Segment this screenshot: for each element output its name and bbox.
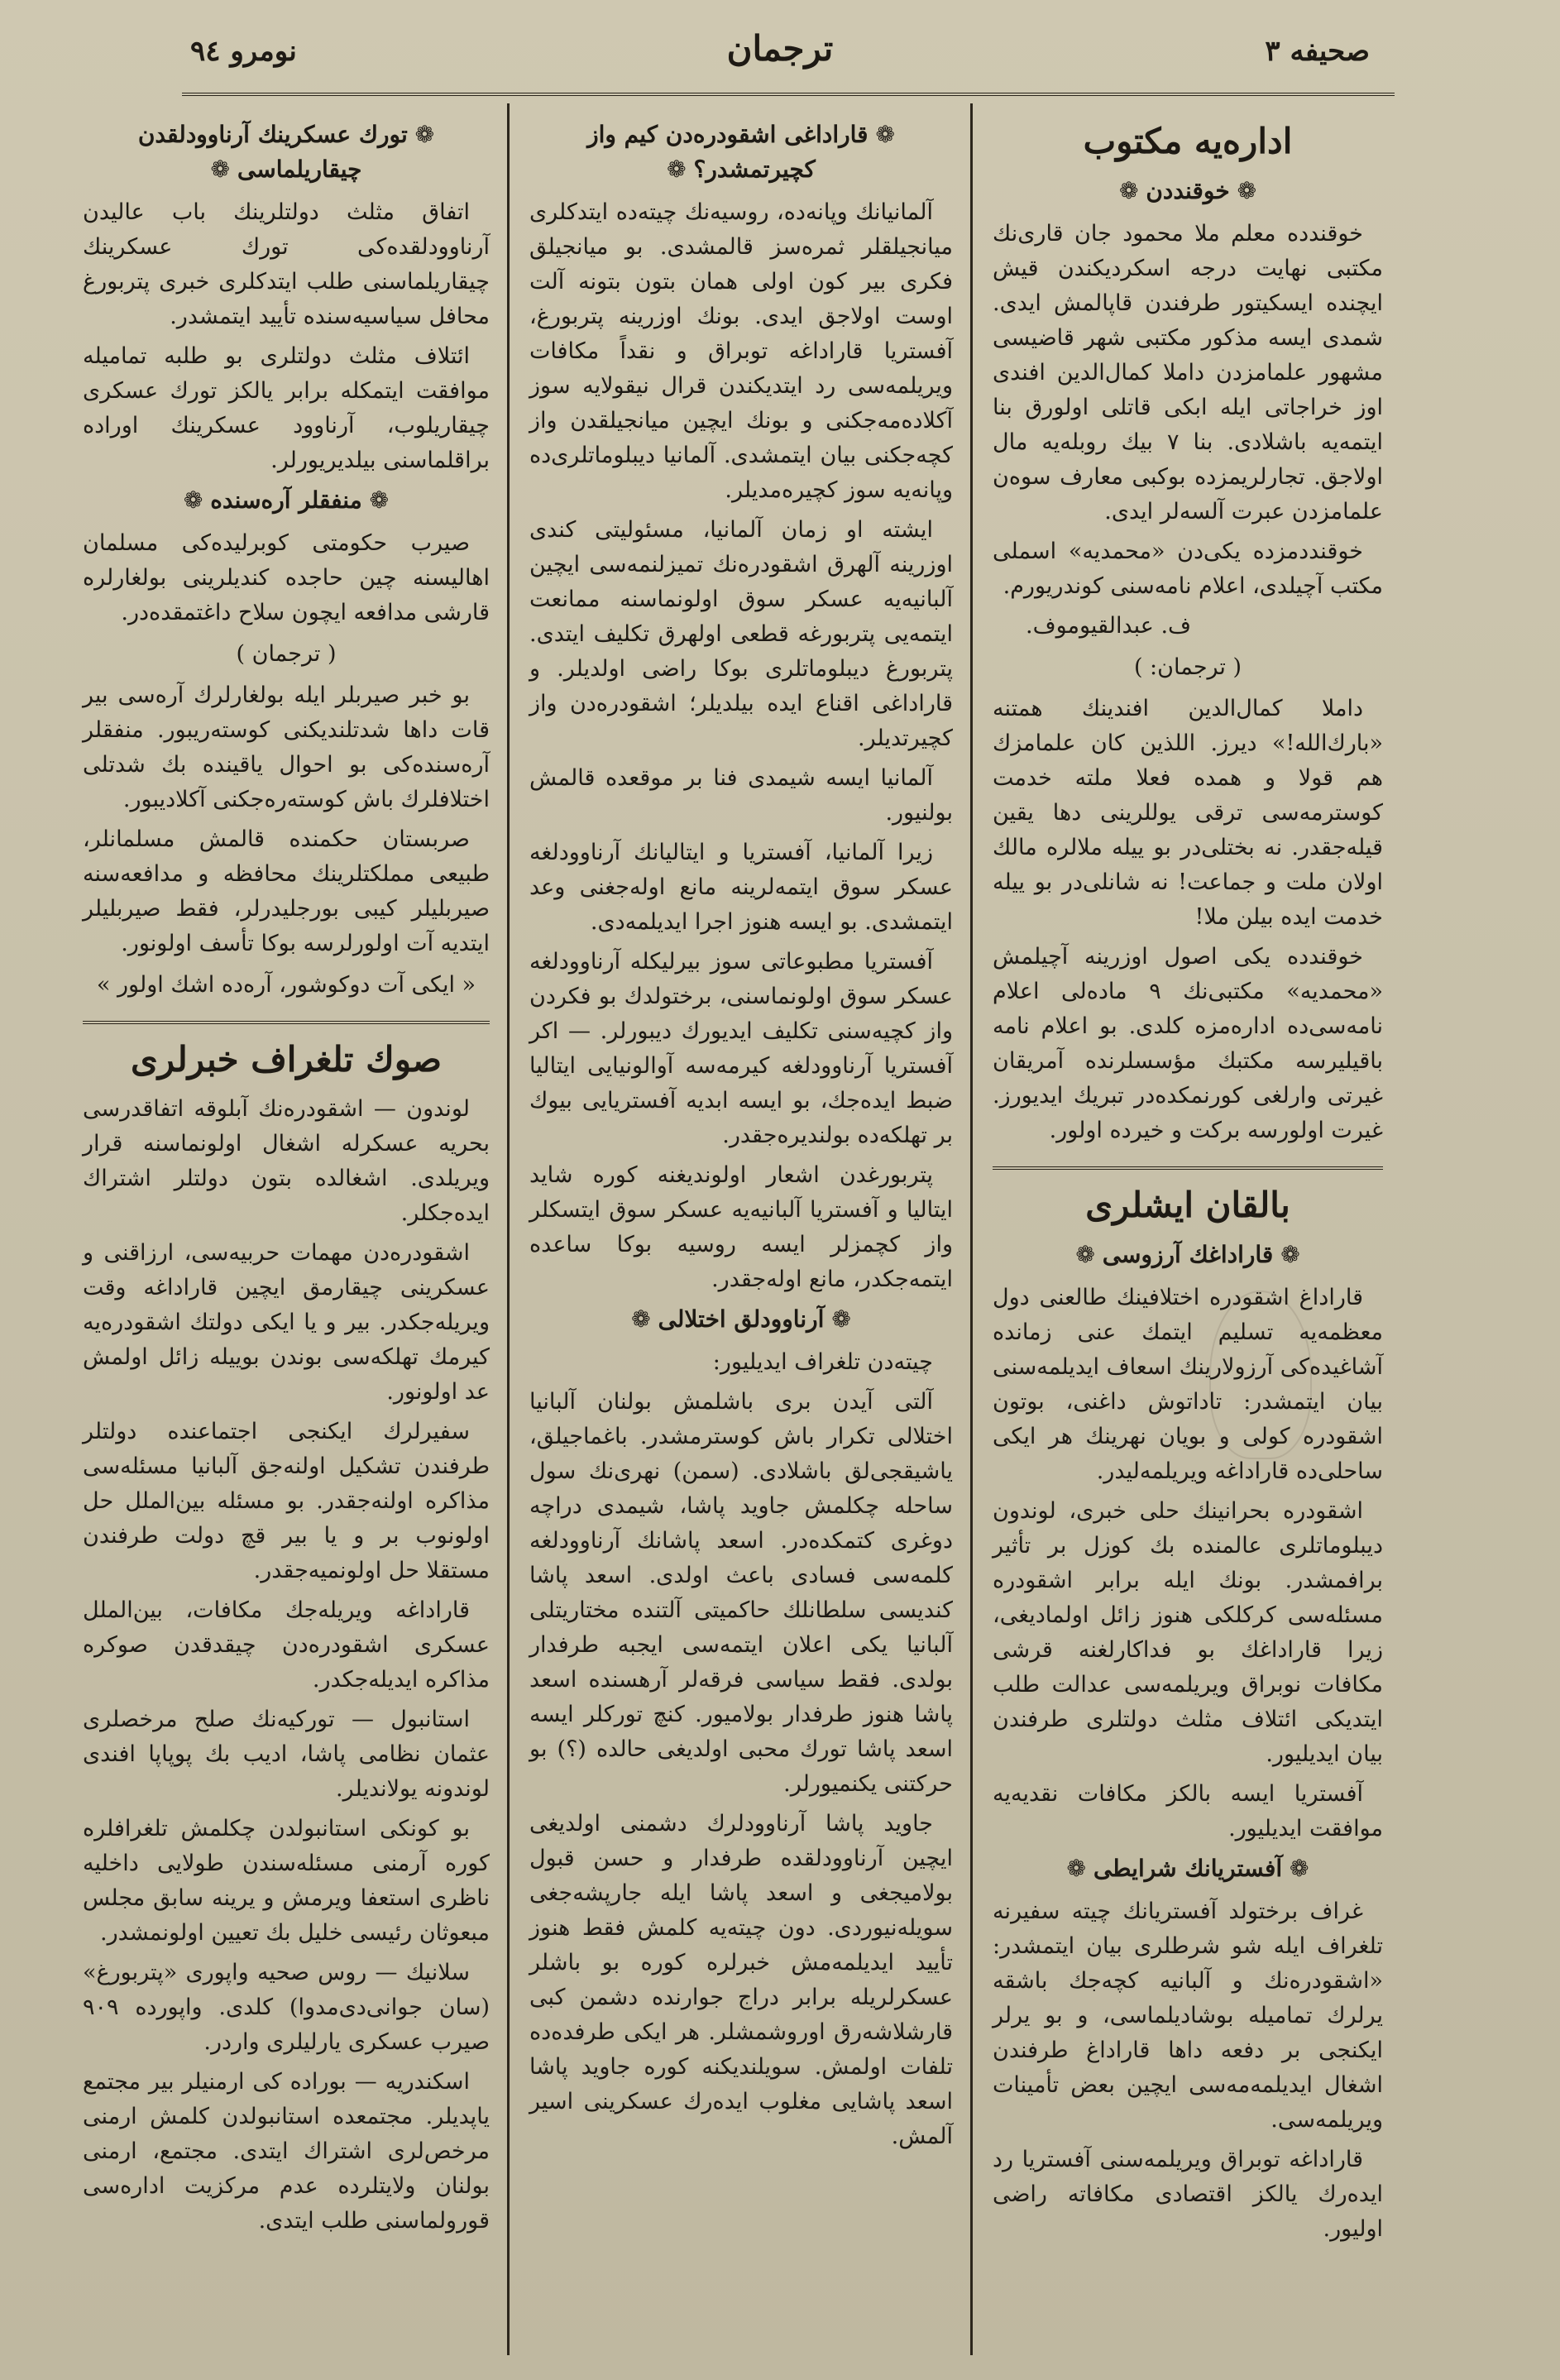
section-divider [993,1166,1383,1170]
article-paragraph: استانبول — تورکیه‌نك صلح مرخصلری عثمان نظامی پاشا، ادیب بك پوپاپا افندی لوندونه یولاندیلر. [83,1707,490,1802]
article-paragraph: خوقندده معلم ملا محمود جان قاری‌نك مکتبی نهایت درجه اسکردیکندن قیش ایچنده ایسکیتور طرفندن قاپالمش ایدی. شمدی ایسه مذکور مکتبی شهر قاضیسی مشهور علمامزدن داملا کمال‌الدین افندی اوز خراجاتی ایله ابکی قاتلی اولورق بنا ایتمه‌یه باشلادی. بنا ٧ بیك روبله‌یه مال اولاجق. تجارلریمزده بوکبی معارف سوه‌ن علمامزدن عبرت آلسه‌لر ایدی. [993,221,1384,524]
article-paragraph: قاراداغ اشقودره اختلافینك طالعنی دول معظمه‌یه تسلیم ایتمك عنی زمانده آشاغیده‌کی آرزولارینك اسعاف ایدیلمه‌سنی بیان ایتمشدر: تاداتوش داغنی، بوتون اشقودره کولی و بویان نهرینك هر ایکی ساحلی‌ده قاراداغه ویریلمه‌لیدر. [993,1285,1383,1484]
article-paragraph: اشقودره بحرانینك حلی خبری، لوندون دیبلوماتلری عالمنده بك کوزل بر تأثیر برافمشدر. بونك ایله برابر اشقودره مسئله‌سی کرکلکی هنوز زائل اولمادیغی، زیرا قاراداغك بو فداکارلغنه قرشی مکافات نوبراق ویریلمه‌سی عدالت طلب ایتدیکی ائتلاف مثلث دولتلری طرفندن بیان ایدیلیور. [993,1498,1383,1767]
article-paragraph: داملا کمال‌الدین افندینك همتنه «بارك‌الله!» دیرز. اللذین کان علمامزك هم قولا و همده فعلا ملته خدمت کوسترمه‌سی ترقی یوللرینی دها یقین قیله‌جقدر. نه بختلی‌در بو ییله ملالره مالك اولان ملت و جماعت! نه شانلی‌در بو ییله خدمت ایده بیلن ملا! [993,696,1383,930]
editor-note-label: ( ترجمان: ) [1133,654,1242,680]
issue-number: نومرو ٩٤ [190,35,297,68]
column-divider [507,103,510,2355]
article-paragraph: خوقنددمزده یکی‌دن «محمدیه» اسملی مکتب آچیلدی، اعلام نامه‌سنی کوندریورم. [993,539,1383,599]
article-subhead: ❁ تورك عسکرینك آرناوودلقدن چیقاریلماسی ❁ [137,121,435,183]
faded-stamp-illustration [1209,1291,1312,1459]
column-right [981,108,1395,2355]
proverb-quote: « ایکی آت دوکوشور، آره‌ده اشك اولور » [96,972,476,998]
article-paragraph: صیرب حکومتی کوبرلیده‌کی مسلمان اهالیسنه چین حاجده کندیلرینی بولغارلره قارشی مدافعه ایچون سلاح داغتمقده‌در. [83,530,490,625]
article-paragraph: اسکندریه — بوراده کی ارمنیلر بیر مجتمع یاپدیلر. مجتمعده استانبولدن کلمش ارمنی مرخص‌لری اشتراك ایتدی. مجتمع، ارمنی بولنان ولایتلرده عدم مرکزیت اداره‌سی قورولماسنی طلب ایتدی. [83,2069,490,2234]
page-header [0,0,1560,108]
article-paragraph: سلانیك — روس صحیه واپوری «پتربورغ» (سان جوانی‌دی‌مدوا) کلدی. واپورده ٩٠٩ صیرب عسکری یارلیلری واردر. [83,1960,490,2055]
article-subhead: ❁ منفقلر آره‌سنده ❁ [183,486,390,514]
newspaper-title: ترجمان [726,28,834,69]
article-paragraph: قاراداغه توبراق ویریلمه‌سنی آفستریا رد ایده‌رك یالکز اقتصادی مکافاته راضی اولیور. [993,2147,1383,2242]
section-divider [83,1021,490,1024]
article-paragraph: ائتلاف مثلث دولتلری بو طلبه تمامیله موافقت ایتمکله برابر یالکز تورك عسکری چیقاریلوب، آرناوود عسکرینك اوراده براقلماسنی بیلدیریورلر. [83,343,490,473]
article-subhead: ❁ آرناوودلق اختلالی ❁ [631,1305,851,1333]
section-title: بالقان ایشلری [1085,1185,1290,1225]
article-paragraph: صربستان حکمنده قالمش مسلمانلر، طبیعی مملکتلرینك محافظه و مدافعه‌سنه صیربلیلر کیبی بورجلیدرلر، فقط صیربلیلر ایتدیه آت اولورلرسه بوکا تأسف اولونور. [83,826,490,956]
author-signature: ف. عبدالقیوموف. [1026,613,1192,639]
article-paragraph: آلتی آیدن بری باشلمش بولنان آلبانیا اختلالی تکرار باش کوسترمشدر. باغماجیلق، یاشیقجی‌لق باشلادی. (سمن) نهری‌نك سول ساحله چکلمش جاوید پاشا، شیمدی دراچه دوغری کتمکده‌در. اسعد پاشانك آرناوودلغه کلمه‌سی فسادی باعث اولدی. اسعد پاشا کندیسی سلطانلك حاکمیتی آلتنده مختاریتلی آلبانیا یکی اعلان ایتمه‌سی ایجبه طرفدار بولدی. فقط سیاسی فرقه‌لر آرهسنده اسعد پاشا هنوز طرفدار بولامیور. کنچ تورکلر ایسه اسعد پاشا تورك محبی اولدیغی حالده (؟) بو حرکتنی یکنمیورلر. [529,1389,953,1797]
article-paragraph: پتربورغدن اشعار اولوندیغنه کوره شاید ایتالیا و آفستریا آلبانیه‌یه عسکر سوق ایتسکلر واز کچمزلر ایسه روسیه بوکا ساعده ایتمه‌جکدر، مانع اوله‌جقدر. [529,1162,953,1292]
article-paragraph: آلمانیانك وپانه‌ده، روسیه‌نك چیته‌ده ایتدکلری میانجیلقلر ثمره‌سز قالمشدی. بو میانجیلق فکری بیر کون اولی همان بتون بتونه آلت اوست اولاجق ایدی. بونك اوزرینه پتربورغ، آفستریا قاراداغه توبراق و نقداً مکافات ویریلمه‌سی رد ایتدیکندن قرال نیقولایه سوز آکلاده‌مه‌جکنی و بونك ایچین میانجیلقدن واز کچه‌جکنی بیان ایتمشدی. آلمانیا دیبلوماتلری‌ده وپانه‌یه سوز کچیره‌مدیلر. [529,199,953,503]
article-paragraph: سفیرلرك ایکنجی اجتماعنده دولتلر طرفندن تشکیل اولنه‌جق آلبانیا مسئله‌سی مذاکره اولنه‌جقدر. بو مسئله بین‌الملل حل اولونوب بر و یا بیر قچ دولت طرفندن مستقلا حل اولونمیه‌جقدر. [83,1419,490,1583]
article-subhead: ❁ قاراداغك آرزوسی ❁ [1075,1241,1300,1268]
article-paragraph: آلمانیا ایسه شیمدی فنا بر موقعده قالمش بولنیور. [529,765,953,826]
article-paragraph: جاوید پاشا آرناوودلرك دشمنی اولدیغی ایچین آرناوودلقده طرفدار و حسن قبول بولامیجغی و اسعد پاشا ایله جارپشه‌جغی سویله‌نیوردی. دون چیته‌یه کلمش فقط هنوز تأیید ایدیلمه‌مش خبرلره کوره بو باشلر عسکرلریله برابر دراج جوارنده دشمن کبی قارشلاشه‌رق اوروشمشلر. هر ایکی طرفده‌ده تلفات اولمش. سویلندیکنه کوره جاوید پاشا اسعد پاشایی مغلوب ایده‌رك عسکرینی اسیر آلمش. [529,1811,953,2149]
article-paragraph: بو کونکی استانبولدن چکلمش تلغرافلره کوره آرمنی مسئله‌سندن طولایی داخلیه ناظری استعفا ویرمش و یرینه سابق مجلس مبعوثان رئیسی خلیل بك تعیین اولونمشدر. [83,1816,490,1946]
article-paragraph: خوقندده یکی اصول اوزرینه آچیلمش «محمدیه» مکتبی‌نك ٩ ماده‌لی اعلام نامه‌سی‌ده اداره‌مزه کلدی. بو اعلام نامه باقیلیرسه مکتبك مؤسسلرنده آمریقان غیرتی وارلغی کورنمکده‌در تبریك ایدیورز. غیرت اولورسه برکت و خیرده اولور. [993,944,1383,1143]
article-paragraph: اشقودره‌دن مهمات حربیه‌سی، ارزاقنی و عسکرینی چیقارمق ایچین قاراداغه وقت ویریله‌جکدر. بیر و یا ایکی دولتك اشقودره‌یه کیرمك تهلکه‌سی بوندن بوییله زائل اولمش عد اولونور. [83,1240,490,1405]
article-paragraph: بو خبر صیربلر ایله بولغارلرك آره‌سی بیر قات داها شدتلندیکنی کوسته‌ریبور. منفقلر آره‌سنده‌کی بو احوال یاقینده بك شدتلی اختلافلرك باش کوسته‌ره‌جکنی آکلادیبور. [83,682,490,812]
page-number: صحيفه ٣ [1265,35,1370,68]
article-paragraph: ایشته او زمان آلمانیا، مسئولیتی کندی اوزرینه آلهرق اشقودره‌نك تمیزلنمه‌سی ایچین آلبانیه‌یه عسکر سوق اولونماسنه ممانعت ایتمه‌یی پتربورغه قطعی اولهرق تکلیف ایتدی. پتربورغ دیبلوماتلری بوکا راضی اولدیلر. و قاراداغی اقناع ایده بیلدیلر؛ اشقودره‌دن واز کچیرتدیلر. [529,517,953,751]
article-paragraph: غراف برختولد آفستریانك چیته سفیرنه تلغراف ایله شو شرطلری بیان ایتمشدر: «اشقودره‌نك و آلبانیه کچه‌جك باشقه یرلرك تمامیله بوشادیلماسی، و بو یرلر ایکنجی بر دفعه داها قاراداغ طرفندن اشغال ایدیلمه‌مه‌سی ایچین بعض تأمینات ویریلمه‌سی. [993,1899,1383,2133]
column-divider [970,103,973,2355]
article-paragraph: آفستریا مطبوعاتی سوز بیرلیکله آرناوودلغه عسکر سوق اولونماسنی، برختولدك بو فکردن واز کچیه‌سنی تکلیف ایدیورك دیبورلر. — اکر آفستریا آرناوودلغه کیرمه‌سه آوالونیایی ایتالیا ضبط ایده‌جك، بو ایسه ابدیه آفستریایی بیوك بر تهلکه‌ده بولندیره‌جقدر. [529,949,953,1148]
article-paragraph: قاراداغه ویریله‌جك مکافات، بین‌الملل عسکری اشقودره‌دن چیقدقدن صوکره مذاکره ایدیله‌جکدر. [83,1597,490,1693]
article-subhead: ❁ آفستریانك شرایطی ❁ [1066,1855,1309,1882]
article-paragraph: زیرا آلمانیا، آفستریا و ایتالیانك آرناوودلغه عسکر سوق ایتمه‌لرینه مانع اوله‌جغنی وعد ایتمشدی. بو ایسه هنوز اجرا ایدیلمه‌دی. [529,840,953,935]
article-subhead: ❁ خوقنددن ❁ [1118,177,1257,204]
section-title: صوك تلغراف خبرلری [130,1039,443,1080]
article-paragraph: چیته‌دن تلغراف ایدیلیور: [712,1349,933,1375]
header-rule [182,93,1395,96]
article-paragraph: لوندون — اشقودره‌نك آبلوقه اتفاقدرسی بحریه عسکرله اشغال اولونماسنه قرار ویریلدی. اشغالده بتون دولتلر اشتراك ایده‌جکلر. [83,1096,490,1226]
article-paragraph: اتفاق مثلث دولتلرینك باب عالیدن آرناوودلقده‌کی تورك عسکرینك چیقاریلماسنی طلب ایتدکلری خبری پتربورغ محافل سیاسیه‌سنده تأیید ایتمشدر. [83,199,490,329]
article-paragraph: آفستریا ایسه بالکز مکافات نقدیه‌یه موافقت ایدیلیور. [993,1781,1383,1841]
editor-note-label: ( ترجمان ) [236,641,337,667]
article-subhead: ❁ قاراداغی اشقودره‌دن کیم واز کچیرتمشدر؟ ❁ [587,121,895,183]
column-left [71,108,501,2355]
section-title: اداره‌یه مکتوب [1083,121,1293,161]
column-middle [518,108,964,2355]
